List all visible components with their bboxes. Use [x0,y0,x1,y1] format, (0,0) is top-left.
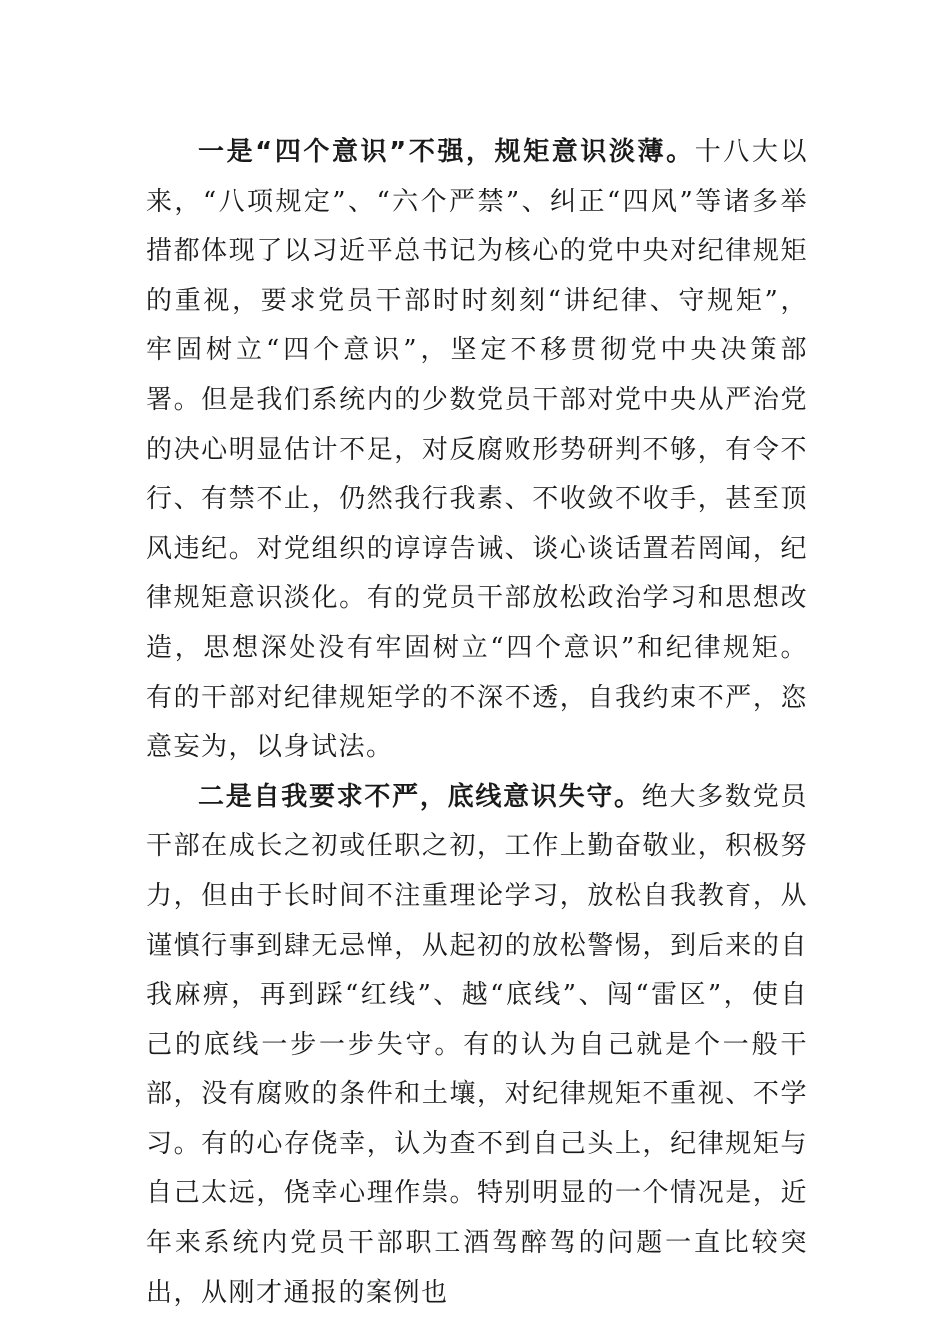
paragraph-1 [146,128,808,773]
paragraph-2 [146,773,808,1319]
paragraph-1-lead: 一是“四个意识”不强，规矩意识淡薄。 [198,137,695,167]
document-body [146,128,808,1318]
paragraph-2-lead: 二是自我要求不严，底线意识失守。 [198,781,642,812]
paragraph-1-body: 十八大以来，“八项规定”、“六个严禁”、纠正“四风”等诸多举措都体现了以习近平总书记为核心的党中央对纪律规矩的重视，要求党员干部时时刻刻“讲纪律、守规矩”，牢固树立“四个意识”，坚定不移贯彻党中央决策部署。但是我们系统内的少数党员干部对党中央从严治党的决心明显估计不足，对反腐败形势研判不够，有令不行、有禁不止，仍然我行我素、不收敛不收手，甚至顶风违纪。对党组织的谆谆告诫、谈心谈话置若罔闻，纪律规矩意识淡化。有的党员干部放松政治学习和思想改造，思想深处没有牢固树立“四个意识”和纪律规矩。有的干部对纪律规矩学的不深不透，自我约束不严，恣意妄为，以身试法。 [146,137,808,763]
paragraph-2-body: 绝大多数党员干部在成长之初或任职之初，工作上勤奋敬业，积极努力，但由于长时间不注重理论学习，放松自我教育，从谨慎行事到肆无忌惮，从起初的放松警惕，到后来的自我麻痹，再到踩“红线”、越“底线”、闯“雷区”，使自己的底线一步一步失守。有的认为自己就是个一般干部，没有腐败的条件和土壤，对纪律规矩不重视、不学习。有的心存侥幸，认为查不到自己头上，纪律规矩与自己太远，侥幸心理作祟。特别明显的一个情况是，近年来系统内党员干部职工酒驾醉驾的问题一直比较突出，从刚才通报的案例也 [146,781,808,1308]
